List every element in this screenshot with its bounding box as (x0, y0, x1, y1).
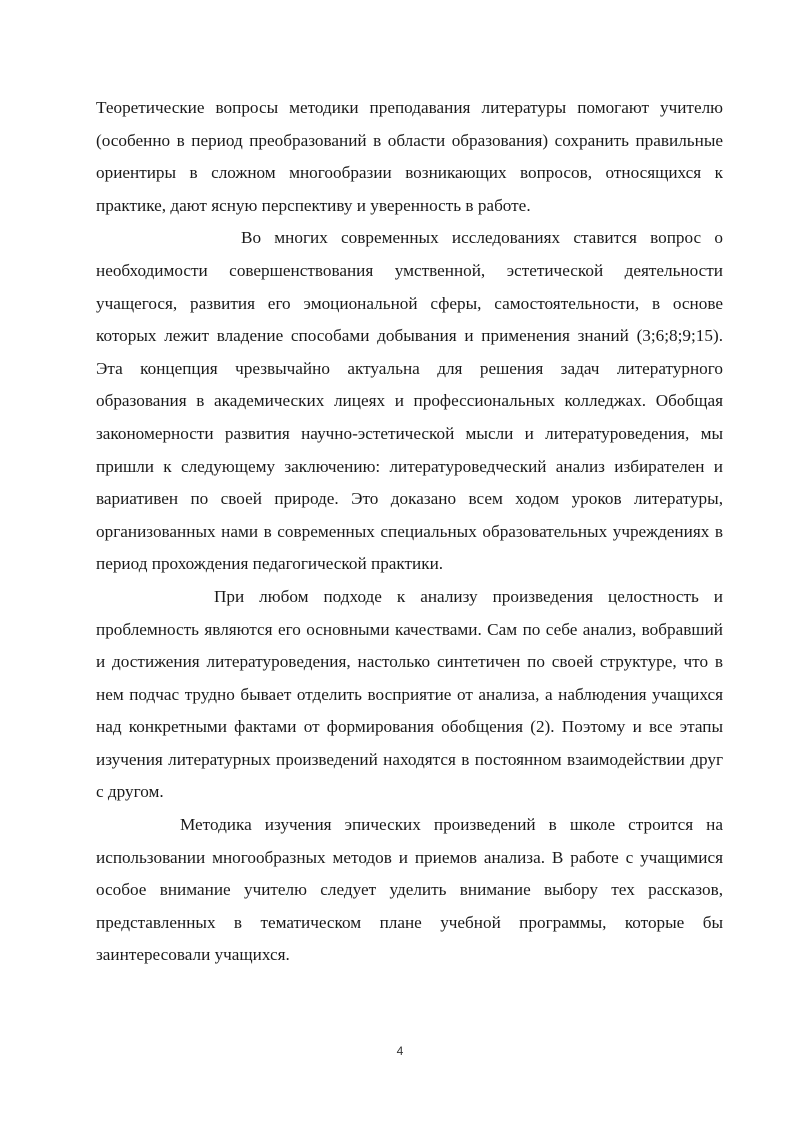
paragraph-4: Методика изучения эпических произведений в школе строится на использовании многообразных методов и приемов анализа. В работе с учащимися особое внимание учителю следует уделить внимание выбору тех рассказов, представленных в тематическом плане учебной программы, которые бы заинтересовали учащихся. (96, 815, 723, 965)
paragraph-3: При любом подходе к анализу произведения целостность и проблемность являются его основными качествами. Сам по себе анализ, вобравший и достижения литературоведения, настолько синтетичен по своей структуре, что в нем подчас трудно бывает отделить восприятие от анализа, а наблюдения учащихся над конкретными фактами от формирования обобщения (2). Поэтому и все этапы изучения литературных произведений находятся в постоянном взаимодействии друг с другом. (96, 586, 723, 802)
paragraph-1: Теоретические вопросы методики преподавания литературы помогают учителю (особенно в период преобразований в области образования) сохранить правильные ориентиры в сложном многообразии возникающих вопросов, относящихся к практике, дают ясную перспективу и уверенность в работе. (96, 98, 723, 215)
paragraph-2: Во многих современных исследованиях ставится вопрос о необходимости совершенствования умственной, эстетической деятельности учащегося, развития его эмоциональной сферы, самостоятельности, в основе которых лежит владение способами добывания и применения знаний (3;6;8;9;15). Эта концепция чрезвычайно актуальна для решения задач литературного образования в академических лицеях и профессиональных колледжах. Обобщая закономерности развития научно-эстетической мысли и литературоведения, мы пришли к следующему заключению: литературоведческий анализ избирателен и вариативен по своей природе. Это доказано всем ходом уроков литературы, организованных нами в современных специальных образовательных учреждениях в период прохождения педагогической практики. (96, 228, 723, 574)
page-number: 4 (396, 1044, 404, 1058)
page-body (96, 92, 723, 972)
